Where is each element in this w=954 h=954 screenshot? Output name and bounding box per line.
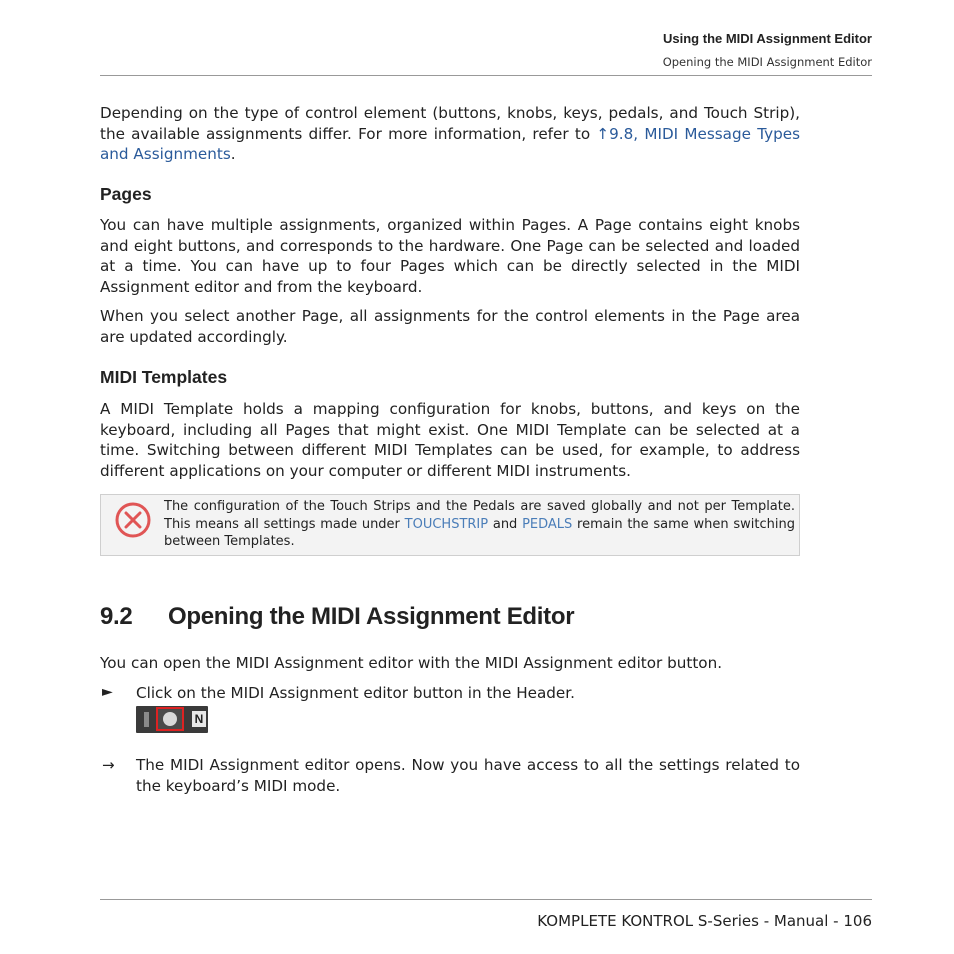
footer-divider bbox=[100, 899, 872, 900]
step-instruction: Click on the MIDI Assignment editor button in the Header. bbox=[136, 684, 575, 702]
header-divider bbox=[100, 75, 872, 76]
intro-text-end: . bbox=[230, 145, 236, 163]
ni-logo-icon: N bbox=[192, 711, 206, 727]
note-text bbox=[164, 498, 795, 551]
intro-paragraph bbox=[100, 103, 800, 165]
section-number: 9.2 bbox=[100, 603, 133, 630]
header-toolbar-image bbox=[136, 706, 208, 733]
midi-templates-paragraph: A MIDI Template holds a mapping configuration for knobs, buttons, and keys on the keyboard, including all Pages that might exist. One MIDI Template can be selected at a time. Switching between different MIDI Templates can be used, for example, to address different applications on your computer or different MIDI instruments. bbox=[100, 400, 800, 480]
note-text-part: The configuration of the Touch Strips and the Pedals are saved globally and not per Template. This means all settings made under bbox=[164, 499, 795, 532]
step-bullet-icon: ► bbox=[102, 684, 113, 700]
section-title: Opening the MIDI Assignment Editor bbox=[168, 603, 575, 630]
result-text: The MIDI Assignment editor opens. Now you have access to all the settings related to the keyboard’s MIDI mode. bbox=[136, 756, 800, 795]
section-paragraph: You can open the MIDI Assignment editor with the MIDI Assignment editor button. bbox=[100, 654, 723, 672]
note-text-part: remain the same when switching between Templates. bbox=[164, 516, 795, 549]
section-heading bbox=[100, 603, 574, 631]
midi-templates-heading: MIDI Templates bbox=[100, 367, 228, 387]
toolbar-separator-icon bbox=[144, 712, 149, 727]
pages-paragraph-1: You can have multiple assignments, organized within Pages. A Page contains eight knobs and eight buttons, and corresponds to the hardware. One Page can be selected and loaded at a time. You can have up to four Pages which can be directly selected in the MIDI Assignment editor and from the keyboard. bbox=[100, 216, 800, 296]
pages-heading: Pages bbox=[100, 184, 152, 204]
pages-paragraph-2: When you select another Page, all assignments for the control elements in the Page area are updated accordingly. bbox=[100, 307, 800, 346]
running-header-chapter: Using the MIDI Assignment Editor bbox=[663, 31, 872, 46]
running-header-section: Opening the MIDI Assignment Editor bbox=[662, 55, 872, 69]
intro-text: Depending on the type of control element (buttons, knobs, keys, pedals, and Touch Strip), the available assignments differ. For more information, refer to bbox=[100, 104, 800, 143]
footer-page-info: KOMPLETE KONTROL S-Series - Manual - 106 bbox=[537, 912, 872, 930]
result-arrow-icon: → bbox=[102, 756, 115, 774]
cross-reference-link[interactable]: ↑9.8, MIDI Message Types and Assignments bbox=[100, 124, 800, 163]
touchstrip-keyword: TOUCHSTRIP bbox=[404, 516, 489, 532]
warning-x-icon bbox=[115, 502, 151, 538]
pedals-keyword: PEDALS bbox=[522, 516, 573, 532]
note-callout bbox=[100, 494, 800, 556]
note-text-part: and bbox=[488, 516, 523, 532]
midi-assignment-editor-button[interactable] bbox=[156, 707, 184, 731]
midi-din-icon bbox=[163, 712, 177, 726]
